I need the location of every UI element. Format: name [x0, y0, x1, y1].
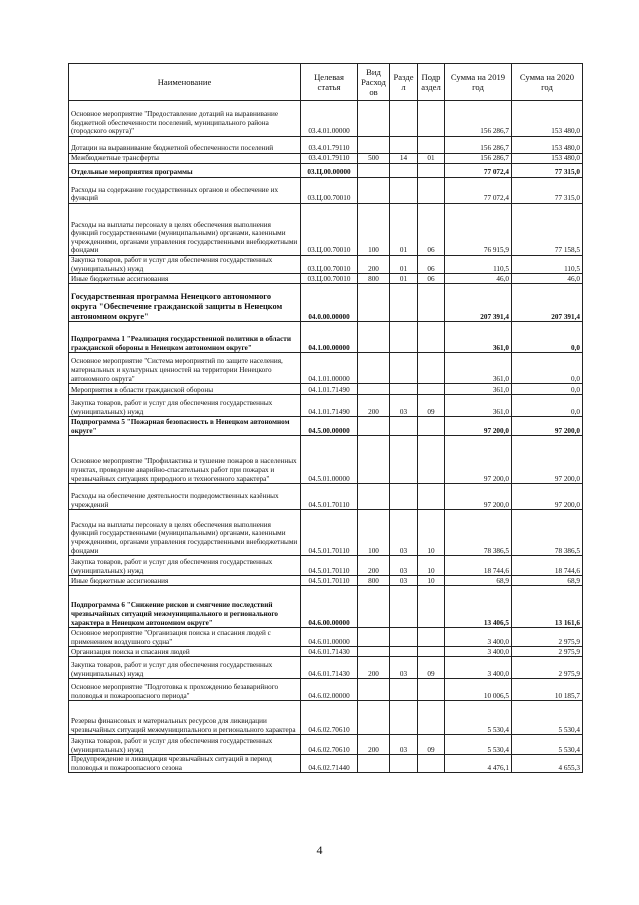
cell-razdel	[390, 628, 418, 647]
cell-sum-2019: 97 200,0	[445, 417, 512, 436]
cell-podrazdel	[418, 755, 445, 773]
cell-vid	[358, 164, 390, 178]
cell-sum-2019: 46,0	[445, 274, 512, 284]
cell-razdel	[390, 436, 418, 484]
cell-sum-2019: 77 072,4	[445, 164, 512, 178]
cell-razdel	[390, 353, 418, 384]
cell-name: Расходы на выплаты персоналу в целях обеспечения выполнения функций государственными (муниципальными) органами, казенными учреждениями, органами управления государственными внебюджетными фондами	[69, 204, 301, 256]
table-row	[69, 735, 583, 755]
cell-podrazdel	[418, 384, 445, 395]
cell-article: 03.4.01.00000	[301, 101, 358, 137]
cell-sum-2020: 2 975,9	[512, 657, 583, 679]
cell-podrazdel: 10	[418, 556, 445, 576]
cell-name: Закупка товаров, работ и услуг для обеспечения государственных (муниципальных) нужд	[69, 256, 301, 274]
cell-razdel	[390, 701, 418, 735]
cell-sum-2019: 361,0	[445, 322, 512, 353]
cell-vid: 800	[358, 274, 390, 284]
cell-vid	[358, 178, 390, 204]
cell-razdel: 03	[390, 576, 418, 586]
cell-razdel	[390, 164, 418, 178]
header-vid: Вид Расход ов	[358, 64, 390, 101]
cell-name: Расходы на обеспечение деятельности подведомственных казённых учреждений	[69, 484, 301, 510]
cell-article: 04.6.02.70610	[301, 735, 358, 755]
cell-name: Организация поиска и спасания людей	[69, 647, 301, 657]
cell-article: 04.5.01.00000	[301, 436, 358, 484]
table-row	[69, 395, 583, 417]
cell-article: 04.1.01.71490	[301, 384, 358, 395]
cell-article: 04.6.01.00000	[301, 628, 358, 647]
cell-sum-2020: 10 185,7	[512, 679, 583, 701]
cell-name: Закупка товаров, работ и услуг для обеспечения государственных (муниципальных) нужд	[69, 735, 301, 755]
cell-article: 04.6.02.71440	[301, 755, 358, 773]
cell-sum-2019: 207 391,4	[445, 284, 512, 322]
cell-sum-2020: 153 480,0	[512, 137, 583, 154]
table-row	[69, 701, 583, 735]
cell-podrazdel	[418, 647, 445, 657]
cell-sum-2019: 77 072,4	[445, 178, 512, 204]
cell-vid	[358, 284, 390, 322]
cell-sum-2019: 97 200,0	[445, 436, 512, 484]
cell-sum-2020: 4 655,3	[512, 755, 583, 773]
cell-podrazdel	[418, 679, 445, 701]
cell-sum-2020: 207 391,4	[512, 284, 583, 322]
cell-podrazdel	[418, 436, 445, 484]
cell-vid: 200	[358, 395, 390, 417]
cell-razdel	[390, 647, 418, 657]
cell-razdel: 01	[390, 204, 418, 256]
cell-sum-2020: 97 200,0	[512, 484, 583, 510]
cell-sum-2019: 110,5	[445, 256, 512, 274]
cell-name: Основное мероприятие "Профилактика и тушение пожаров в населенных пунктах, проведение аварийно-спасательных работ при пожарах и чрезвычайных ситуациях природного и техногенного характера"	[69, 436, 301, 484]
cell-article: 03.4.01.79110	[301, 154, 358, 164]
header-podrazdel: Подр аздел	[418, 64, 445, 101]
cell-vid: 200	[358, 256, 390, 274]
cell-article: 04.1.01.71490	[301, 395, 358, 417]
cell-sum-2019: 13 406,5	[445, 586, 512, 628]
cell-sum-2019: 156 286,7	[445, 101, 512, 137]
cell-vid: 800	[358, 576, 390, 586]
page-number: 4	[316, 843, 323, 857]
cell-name: Дотации на выравнивание бюджетной обеспеченности поселений	[69, 137, 301, 154]
cell-article: 03.Ц.00.70010	[301, 178, 358, 204]
cell-article: 04.6.01.71430	[301, 647, 358, 657]
header-sum-2019: Сумма на 2019 год	[445, 64, 512, 101]
table-row	[69, 284, 583, 322]
cell-article: 03.4.01.79110	[301, 137, 358, 154]
header-name: Наименование	[69, 64, 301, 101]
cell-sum-2020: 2 975,9	[512, 628, 583, 647]
table-row	[69, 436, 583, 484]
cell-vid	[358, 586, 390, 628]
cell-vid	[358, 137, 390, 154]
cell-podrazdel	[418, 284, 445, 322]
cell-sum-2019: 5 530,4	[445, 735, 512, 755]
cell-article: 04.6.00.00000	[301, 586, 358, 628]
cell-podrazdel: 01	[418, 154, 445, 164]
cell-name: Основное мероприятие "Предоставление дотаций на выравнивание бюджетной обеспеченности поселений, муниципального района (городского округа)"	[69, 101, 301, 137]
table-row	[69, 417, 583, 436]
cell-podrazdel: 09	[418, 735, 445, 755]
cell-podrazdel: 06	[418, 256, 445, 274]
cell-podrazdel: 09	[418, 395, 445, 417]
cell-vid	[358, 353, 390, 384]
cell-podrazdel	[418, 137, 445, 154]
cell-razdel: 03	[390, 510, 418, 556]
cell-sum-2020: 5 530,4	[512, 735, 583, 755]
cell-razdel	[390, 322, 418, 353]
cell-vid	[358, 384, 390, 395]
table-row	[69, 384, 583, 395]
cell-sum-2019: 361,0	[445, 353, 512, 384]
cell-sum-2020: 153 480,0	[512, 101, 583, 137]
table-row	[69, 657, 583, 679]
table-row	[69, 154, 583, 164]
cell-vid	[358, 101, 390, 137]
cell-sum-2020: 97 200,0	[512, 417, 583, 436]
cell-name: Подпрограмма 5 "Пожарная безопасность в Ненецком автономном округе"	[69, 417, 301, 436]
cell-sum-2019: 156 286,7	[445, 154, 512, 164]
cell-sum-2019: 10 006,5	[445, 679, 512, 701]
cell-name: Иные бюджетные ассигнования	[69, 274, 301, 284]
budget-table	[68, 63, 583, 773]
cell-sum-2020: 0,0	[512, 384, 583, 395]
cell-article: 04.1.01.00000	[301, 353, 358, 384]
cell-podrazdel	[418, 701, 445, 735]
cell-razdel: 01	[390, 274, 418, 284]
cell-article: 04.0.00.00000	[301, 284, 358, 322]
cell-podrazdel	[418, 586, 445, 628]
cell-vid	[358, 436, 390, 484]
cell-razdel	[390, 417, 418, 436]
table-row	[69, 647, 583, 657]
cell-vid: 200	[358, 556, 390, 576]
cell-name: Межбюджетные трансферты	[69, 154, 301, 164]
cell-sum-2019: 3 400,0	[445, 628, 512, 647]
cell-name: Иные бюджетные ассигнования	[69, 576, 301, 586]
cell-article: 04.6.02.00000	[301, 679, 358, 701]
table-body	[69, 101, 583, 773]
cell-sum-2020: 46,0	[512, 274, 583, 284]
cell-name: Закупка товаров, работ и услуг для обеспечения государственных (муниципальных) нужд	[69, 395, 301, 417]
cell-razdel	[390, 755, 418, 773]
cell-name: Основное мероприятие "Организация поиска и спасания людей с применением воздушного судна"	[69, 628, 301, 647]
cell-razdel: 03	[390, 657, 418, 679]
budget-table-sheet	[68, 63, 582, 773]
table-row	[69, 101, 583, 137]
cell-sum-2020: 13 161,6	[512, 586, 583, 628]
cell-article: 04.1.00.00000	[301, 322, 358, 353]
cell-sum-2020: 97 200,0	[512, 436, 583, 484]
cell-vid	[358, 647, 390, 657]
cell-article: 04.6.01.71430	[301, 657, 358, 679]
cell-name: Расходы на содержание государственных органов и обеспечение их функций	[69, 178, 301, 204]
cell-sum-2020: 78 386,5	[512, 510, 583, 556]
table-row	[69, 556, 583, 576]
cell-sum-2019: 361,0	[445, 384, 512, 395]
table-row	[69, 679, 583, 701]
cell-vid: 100	[358, 510, 390, 556]
table-row	[69, 510, 583, 556]
cell-razdel	[390, 137, 418, 154]
cell-podrazdel: 06	[418, 274, 445, 284]
cell-article: 03.Ц.00.70010	[301, 274, 358, 284]
cell-article: 04.5.01.70110	[301, 510, 358, 556]
table-row	[69, 256, 583, 274]
cell-razdel	[390, 384, 418, 395]
cell-vid: 200	[358, 657, 390, 679]
cell-name: Резервы финансовых и материальных ресурсов для ликвидации чрезвычайных ситуаций межмуниципального и регионального характера	[69, 701, 301, 735]
cell-article: 03.Ц.00.70010	[301, 204, 358, 256]
cell-name: Подпрограмма 6 "Снижение рисков и смягчение последствий чрезвычайных ситуаций межмуниципального и регионального характера в Ненецком автономном округе"	[69, 586, 301, 628]
cell-sum-2020: 153 480,0	[512, 154, 583, 164]
table-row	[69, 322, 583, 353]
cell-sum-2020: 77 315,0	[512, 178, 583, 204]
cell-razdel	[390, 586, 418, 628]
cell-vid: 100	[358, 204, 390, 256]
cell-vid: 500	[358, 154, 390, 164]
cell-sum-2020: 77 315,0	[512, 164, 583, 178]
cell-sum-2019: 76 915,9	[445, 204, 512, 256]
cell-podrazdel: 10	[418, 576, 445, 586]
cell-sum-2019: 4 476,1	[445, 755, 512, 773]
cell-sum-2020: 0,0	[512, 353, 583, 384]
cell-sum-2020: 68,9	[512, 576, 583, 586]
table-row	[69, 204, 583, 256]
cell-razdel	[390, 178, 418, 204]
cell-sum-2020: 110,5	[512, 256, 583, 274]
cell-razdel: 03	[390, 735, 418, 755]
table-row	[69, 586, 583, 628]
cell-sum-2019: 3 400,0	[445, 657, 512, 679]
cell-razdel	[390, 679, 418, 701]
cell-razdel	[390, 484, 418, 510]
header-sum-2020: Сумма на 2020 год	[512, 64, 583, 101]
cell-podrazdel	[418, 484, 445, 510]
cell-razdel: 03	[390, 395, 418, 417]
table-row	[69, 164, 583, 178]
cell-name: Расходы на выплаты персоналу в целях обеспечения выполнения функций государственными (муниципальными) органами, казенными учреждениями, органами управления государственными внебюджетными фондами	[69, 510, 301, 556]
cell-podrazdel	[418, 164, 445, 178]
cell-podrazdel	[418, 417, 445, 436]
cell-podrazdel: 10	[418, 510, 445, 556]
cell-sum-2019: 3 400,0	[445, 647, 512, 657]
cell-sum-2019: 5 530,4	[445, 701, 512, 735]
cell-sum-2019: 78 386,5	[445, 510, 512, 556]
cell-razdel: 01	[390, 256, 418, 274]
cell-podrazdel	[418, 353, 445, 384]
cell-vid	[358, 679, 390, 701]
cell-sum-2020: 2 975,9	[512, 647, 583, 657]
header-article: Целевая статья	[301, 64, 358, 101]
cell-article: 04.5.01.70110	[301, 484, 358, 510]
cell-sum-2020: 5 530,4	[512, 701, 583, 735]
cell-name: Подпрограмма 1 "Реализация государственной политики в области гражданской обороны в Ненецком автономном округе"	[69, 322, 301, 353]
cell-name: Закупка товаров, работ и услуг для обеспечения государственных (муниципальных) нужд	[69, 556, 301, 576]
table-row	[69, 178, 583, 204]
header-razdel: Разде л	[390, 64, 418, 101]
cell-sum-2019: 361,0	[445, 395, 512, 417]
cell-podrazdel	[418, 178, 445, 204]
cell-vid	[358, 628, 390, 647]
cell-sum-2020: 0,0	[512, 322, 583, 353]
cell-sum-2019: 97 200,0	[445, 484, 512, 510]
cell-name: Предупреждение и ликвидация чрезвычайных ситуаций в период половодья и пожароопасного сезона	[69, 755, 301, 773]
table-row	[69, 274, 583, 284]
table-row	[69, 755, 583, 773]
cell-razdel: 14	[390, 154, 418, 164]
table-row	[69, 576, 583, 586]
cell-article: 03.Ц.00.70010	[301, 256, 358, 274]
cell-article: 04.5.01.70110	[301, 576, 358, 586]
cell-name: Мероприятия в области гражданской обороны	[69, 384, 301, 395]
cell-article: 04.6.02.70610	[301, 701, 358, 735]
table-row	[69, 628, 583, 647]
cell-sum-2020: 77 158,5	[512, 204, 583, 256]
cell-vid	[358, 755, 390, 773]
cell-razdel	[390, 101, 418, 137]
cell-sum-2019: 156 286,7	[445, 137, 512, 154]
cell-vid	[358, 417, 390, 436]
cell-podrazdel	[418, 628, 445, 647]
cell-sum-2020: 18 744,6	[512, 556, 583, 576]
cell-vid	[358, 322, 390, 353]
cell-podrazdel	[418, 101, 445, 137]
cell-razdel	[390, 284, 418, 322]
table-header-row	[69, 64, 583, 101]
cell-name: Закупка товаров, работ и услуг для обеспечения государственных (муниципальных) нужд	[69, 657, 301, 679]
cell-vid: 200	[358, 735, 390, 755]
cell-sum-2019: 18 744,6	[445, 556, 512, 576]
cell-sum-2020: 0,0	[512, 395, 583, 417]
cell-vid	[358, 484, 390, 510]
cell-sum-2019: 68,9	[445, 576, 512, 586]
cell-name: Основное мероприятие "Подготовка к прохождению безаварийного половодья и пожароопасного периода"	[69, 679, 301, 701]
table-row	[69, 353, 583, 384]
cell-article: 03.Ц.00.00000	[301, 164, 358, 178]
cell-article: 04.5.01.70110	[301, 556, 358, 576]
table-row	[69, 137, 583, 154]
cell-article: 04.5.00.00000	[301, 417, 358, 436]
cell-name: Государственная программа Ненецкого автономного округа "Обеспечение гражданской защиты в Ненецком автономном округе"	[69, 284, 301, 322]
cell-podrazdel: 06	[418, 204, 445, 256]
cell-vid	[358, 701, 390, 735]
cell-name: Основное мероприятие "Система мероприятий по защите населения, материальных и культурных ценностей на территории Ненецкого автономного округа"	[69, 353, 301, 384]
cell-razdel: 03	[390, 556, 418, 576]
cell-podrazdel: 09	[418, 657, 445, 679]
cell-podrazdel	[418, 322, 445, 353]
table-row	[69, 484, 583, 510]
cell-name: Отдельные мероприятия программы	[69, 164, 301, 178]
